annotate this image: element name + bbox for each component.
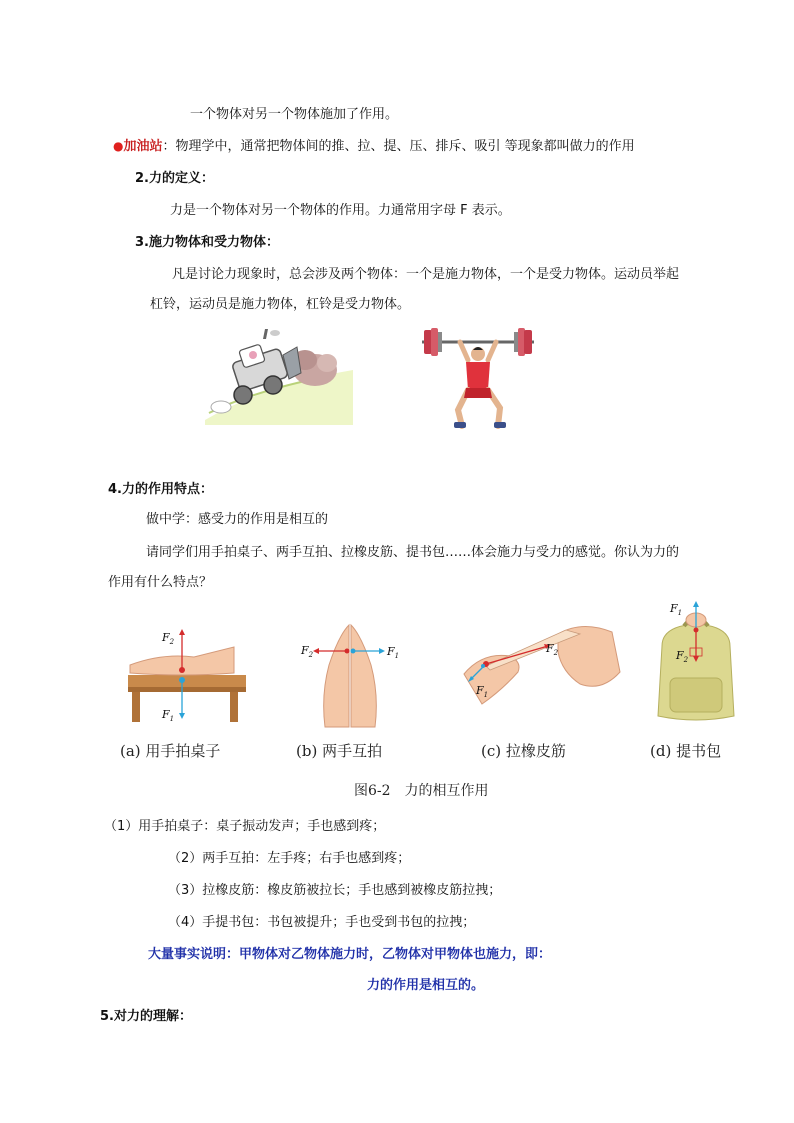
figure-c-rubber-band — [462, 612, 622, 727]
force-f1-sub-d: 1 — [677, 609, 683, 617]
tractor-illustration — [205, 325, 355, 425]
bullet-dot-icon: ● — [113, 139, 124, 153]
intro-line: 一个物体对另一个物体施加了作用。 — [190, 107, 399, 122]
force-f1-sub-c: 1 — [483, 691, 489, 699]
observation-4: （4）手提书包：书包被提升；手也受到书包的拉拽； — [168, 915, 476, 930]
force-f1-letter-c: F — [476, 684, 484, 697]
weightlifter-illustration — [418, 322, 538, 437]
section-3-body-line2: 杠铃，运动员是施力物体，杠铃是受力物体。 — [150, 297, 411, 312]
section-5-heading: 5.对力的理解： — [100, 1009, 192, 1024]
figure-d-backpack — [650, 598, 745, 728]
section-4-activity: 做中学：感受力的作用是相互的 — [146, 512, 329, 527]
tip-paragraph — [113, 135, 635, 154]
force-f1-letter-b: F — [387, 645, 395, 658]
force-f2-sub-c: 2 — [553, 649, 559, 657]
figure-caption-c: (c) 拉橡皮筋 — [481, 742, 566, 760]
tip-text: ：物理学中，通常把物体间的推、拉、提、压、排斥、吸引 等现象都叫做力的作用 — [162, 139, 635, 154]
force-f2-letter-b: F — [301, 644, 309, 657]
force-f2-sub-b: 2 — [308, 651, 314, 659]
figure-title: 图6-2 力的相互作用 — [354, 783, 489, 799]
force-f2-letter-a: F — [162, 631, 170, 644]
tip-label: 加油站 — [123, 139, 163, 154]
conclusion-line1: 大量事实说明：甲物体对乙物体施力时，乙物体对甲物体也施力，即： — [148, 947, 552, 962]
svg-text:F1 — [161, 708, 174, 723]
force-f1-sub-b: 1 — [394, 652, 400, 660]
section-3-heading: 3.施力物体和受力物体： — [135, 235, 279, 250]
svg-text:F1 — [669, 602, 682, 617]
force-f1-letter-a: F — [162, 708, 170, 721]
force-f2-letter-d: F — [676, 649, 684, 662]
conclusion-line2: 力的作用是相互的。 — [367, 978, 485, 993]
section-4-prompt-line2: 作用有什么特点？ — [108, 575, 213, 590]
section-3-body-line1: 凡是讨论力现象时，总会涉及两个物体：一个是施力物体，一个是受力物体。运动员举起 — [172, 267, 680, 282]
figure-caption-a: (a) 用手拍桌子 — [120, 742, 221, 760]
force-f2-sub-a: 2 — [169, 638, 175, 646]
observation-3: （3）拉橡皮筋：橡皮筋被拉长；手也感到被橡皮筋拉拽； — [168, 883, 502, 898]
figure-caption-d: (d) 提书包 — [650, 742, 722, 760]
figure-caption-b: (b) 两手互拍 — [296, 742, 383, 760]
figure-b-hands-clap — [295, 615, 405, 730]
svg-text:F1 — [386, 645, 399, 660]
svg-text:F2 — [300, 644, 314, 659]
section-4-prompt-line1: 请同学们用手拍桌子、两手互拍、拉橡皮筋、提书包……体会施力与受力的感觉。你认为力的 — [146, 545, 680, 560]
force-f2-letter-c: F — [546, 642, 554, 655]
section-2-body: 力是一个物体对另一个物体的作用。力通常用字母 F 表示。 — [170, 203, 511, 218]
section-2-heading: 2.力的定义： — [135, 171, 214, 186]
force-f2-sub-d: 2 — [683, 656, 689, 664]
svg-text:F2 — [545, 642, 559, 657]
observation-1: （1）用手拍桌子：桌子振动发声；手也感到疼； — [104, 819, 386, 834]
force-f1-letter-d: F — [670, 602, 678, 615]
svg-text:F2 — [161, 631, 175, 646]
observation-2: （2）两手互拍：左手疼；右手也感到疼； — [168, 851, 411, 866]
section-4-heading: 4.力的作用特点： — [108, 482, 213, 497]
force-f1-sub-a: 1 — [169, 715, 175, 723]
figure-a-hand-table — [122, 625, 250, 725]
